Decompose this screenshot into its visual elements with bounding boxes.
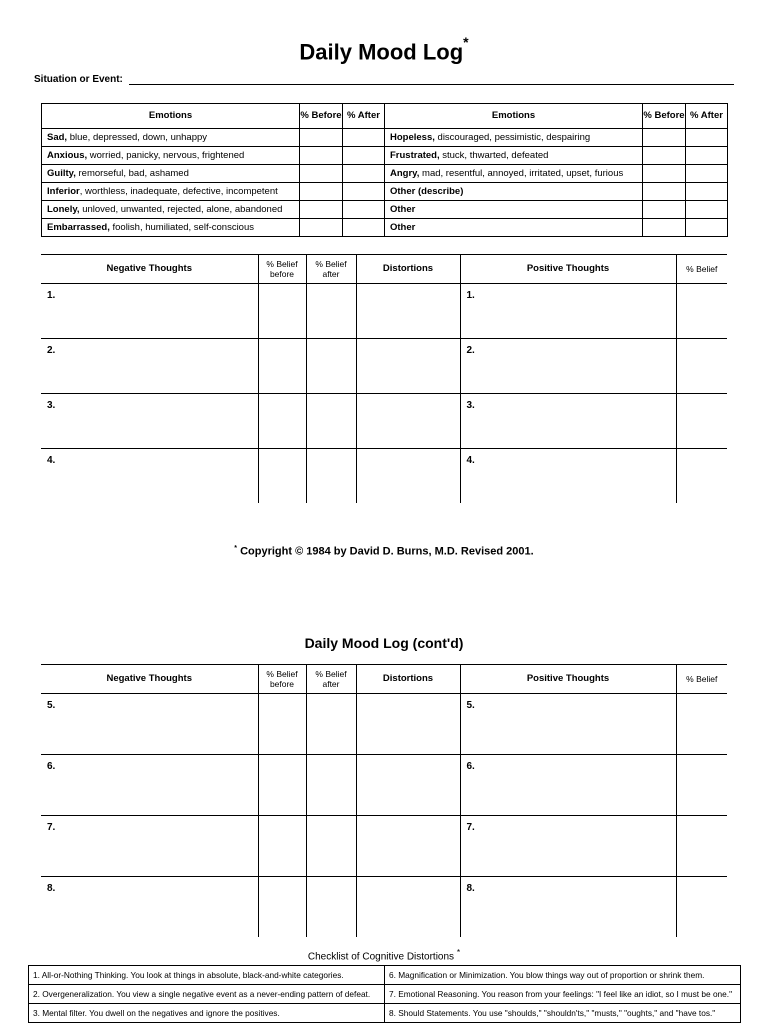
belief-cell[interactable] (258, 339, 306, 394)
emotions-header: Emotions (385, 104, 643, 129)
distortion-cell[interactable] (356, 816, 460, 877)
belief-before-header: % Belief before (258, 665, 306, 694)
emotion-label: Other (385, 219, 643, 237)
percent-cell[interactable] (300, 165, 343, 183)
percent-cell[interactable] (300, 183, 343, 201)
thoughts-table-page1 (41, 254, 727, 503)
emotion-label: Lonely, unloved, unwanted, rejected, alone, abandoned (42, 201, 300, 219)
belief-before-header: % Belief before (258, 255, 306, 284)
checklist-row (29, 1004, 741, 1023)
percent-cell[interactable] (686, 201, 728, 219)
belief-cell[interactable] (306, 755, 356, 816)
negative-thought-cell[interactable]: 1. (41, 284, 258, 339)
percent-cell[interactable] (686, 219, 728, 237)
negative-thought-cell[interactable]: 6. (41, 755, 258, 816)
belief-cell[interactable] (676, 755, 727, 816)
checklist-title: Checklist of Cognitive Distortions * (307, 947, 461, 963)
percent-cell[interactable] (343, 183, 385, 201)
checklist-item: 2. Overgeneralization. You view a single negative event as a never-ending pattern of defeat. (29, 985, 385, 1004)
distortion-cell[interactable] (356, 339, 460, 394)
percent-cell[interactable] (686, 147, 728, 165)
negative-thought-cell[interactable]: 5. (41, 694, 258, 755)
belief-cell[interactable] (258, 816, 306, 877)
percent-cell[interactable] (300, 147, 343, 165)
distortion-cell[interactable] (356, 449, 460, 504)
situation-label: Situation or Event: (34, 74, 123, 85)
thought-row (41, 816, 727, 877)
positive-thought-cell[interactable]: 2. (460, 339, 676, 394)
belief-cell[interactable] (258, 449, 306, 504)
belief-cell[interactable] (676, 816, 727, 877)
belief-cell[interactable] (258, 694, 306, 755)
positive-thought-cell[interactable]: 8. (460, 877, 676, 938)
percent-cell[interactable] (300, 129, 343, 147)
percent-cell[interactable] (343, 201, 385, 219)
percent-cell[interactable] (686, 183, 728, 201)
positive-thought-cell[interactable]: 4. (460, 449, 676, 504)
belief-header: % Belief (676, 255, 727, 284)
emotion-label: Guilty, remorseful, bad, ashamed (42, 165, 300, 183)
thought-row (41, 449, 727, 504)
positive-thought-cell[interactable]: 1. (460, 284, 676, 339)
thought-row (41, 394, 727, 449)
negative-thought-cell[interactable]: 2. (41, 339, 258, 394)
belief-header: % Belief (676, 665, 727, 694)
belief-after-header: % Belief after (306, 255, 356, 284)
page-title: Daily Mood Log* (299, 34, 469, 65)
belief-cell[interactable] (258, 755, 306, 816)
checklist-item: 3. Mental filter. You dwell on the negatives and ignore the positives. (29, 1004, 385, 1023)
distortion-cell[interactable] (356, 755, 460, 816)
emotion-label: Hopeless, discouraged, pessimistic, despairing (385, 129, 643, 147)
percent-cell[interactable] (643, 147, 686, 165)
positive-thought-cell[interactable]: 3. (460, 394, 676, 449)
percent-cell[interactable] (643, 219, 686, 237)
distortion-cell[interactable] (356, 694, 460, 755)
distortion-cell[interactable] (356, 394, 460, 449)
emotion-label: Other (385, 201, 643, 219)
belief-cell[interactable] (676, 339, 727, 394)
distortions-header: Distortions (356, 665, 460, 694)
percent-cell[interactable] (686, 165, 728, 183)
emotions-header: Emotions (42, 104, 300, 129)
negative-thought-cell[interactable]: 7. (41, 816, 258, 877)
percent-cell[interactable] (643, 165, 686, 183)
belief-cell[interactable] (676, 284, 727, 339)
percent-cell[interactable] (643, 201, 686, 219)
checklist-item: 6. Magnification or Minimization. You blow things way out of proportion or shrink them. (385, 966, 741, 985)
belief-cell[interactable] (306, 877, 356, 938)
emotion-row (42, 147, 728, 165)
emotion-label: Frustrated, stuck, thwarted, defeated (385, 147, 643, 165)
belief-cell[interactable] (676, 394, 727, 449)
belief-cell[interactable] (306, 449, 356, 504)
belief-cell[interactable] (676, 449, 727, 504)
belief-cell[interactable] (306, 394, 356, 449)
negative-thoughts-header: Negative Thoughts (41, 665, 258, 694)
distortions-checklist (28, 965, 741, 1023)
distortion-cell[interactable] (356, 877, 460, 938)
percent-cell[interactable] (300, 201, 343, 219)
situation-field[interactable] (34, 73, 734, 85)
percent-cell[interactable] (343, 129, 385, 147)
contd-title: Daily Mood Log (cont'd) (304, 635, 464, 651)
emotion-label: Inferior, worthless, inadequate, defective, incompetent (42, 183, 300, 201)
positive-thoughts-header: Positive Thoughts (460, 665, 676, 694)
emotion-label: Angry, mad, resentful, annoyed, irritated, upset, furious (385, 165, 643, 183)
before-header: % Before (300, 104, 343, 129)
negative-thoughts-header: Negative Thoughts (41, 255, 258, 284)
emotion-label: Sad, blue, depressed, down, unhappy (42, 129, 300, 147)
emotion-label: Anxious, worried, panicky, nervous, frightened (42, 147, 300, 165)
checklist-row (29, 985, 741, 1004)
before-header: % Before (643, 104, 686, 129)
percent-cell[interactable] (686, 129, 728, 147)
emotion-row (42, 183, 728, 201)
checklist-row (29, 966, 741, 985)
distortions-header: Distortions (356, 255, 460, 284)
checklist-item: 1. All-or-Nothing Thinking. You look at things in absolute, black-and-white categories. (29, 966, 385, 985)
percent-cell[interactable] (343, 219, 385, 237)
belief-cell[interactable] (676, 694, 727, 755)
belief-cell[interactable] (676, 877, 727, 938)
emotion-row (42, 201, 728, 219)
negative-thought-cell[interactable]: 3. (41, 394, 258, 449)
percent-cell[interactable] (343, 165, 385, 183)
situation-line[interactable] (129, 73, 734, 85)
positive-thought-cell[interactable]: 6. (460, 755, 676, 816)
emotion-row (42, 129, 728, 147)
belief-cell[interactable] (306, 284, 356, 339)
distortion-cell[interactable] (356, 284, 460, 339)
emotion-label: Embarrassed, foolish, humiliated, self-conscious (42, 219, 300, 237)
checklist-item: 8. Should Statements. You use "shoulds," "shouldn'ts," "musts," "oughts," and "have tos." (385, 1004, 741, 1023)
emotions-table (41, 103, 728, 237)
negative-thought-cell[interactable]: 8. (41, 877, 258, 938)
thoughts-table-page2 (41, 664, 727, 937)
thought-row (41, 755, 727, 816)
belief-cell[interactable] (258, 394, 306, 449)
percent-cell[interactable] (300, 219, 343, 237)
percent-cell[interactable] (643, 129, 686, 147)
positive-thought-cell[interactable]: 5. (460, 694, 676, 755)
checklist-item: 7. Emotional Reasoning. You reason from your feelings: "I feel like an idiot, so I must be one." (385, 985, 741, 1004)
belief-cell[interactable] (258, 877, 306, 938)
emotion-label: Other (describe) (385, 183, 643, 201)
emotion-row (42, 219, 728, 237)
percent-cell[interactable] (643, 183, 686, 201)
after-header: % After (686, 104, 728, 129)
thought-row (41, 877, 727, 938)
after-header: % After (343, 104, 385, 129)
thought-row (41, 694, 727, 755)
belief-cell[interactable] (306, 816, 356, 877)
thought-row (41, 284, 727, 339)
negative-thought-cell[interactable]: 4. (41, 449, 258, 504)
belief-cell[interactable] (306, 694, 356, 755)
belief-cell[interactable] (306, 339, 356, 394)
belief-after-header: % Belief after (306, 665, 356, 694)
positive-thoughts-header: Positive Thoughts (460, 255, 676, 284)
positive-thought-cell[interactable]: 7. (460, 816, 676, 877)
percent-cell[interactable] (343, 147, 385, 165)
copyright-notice: * Copyright © 1984 by David D. Burns, M.D. Revised 2001. (234, 545, 534, 558)
belief-cell[interactable] (258, 284, 306, 339)
emotion-row (42, 165, 728, 183)
thought-row (41, 339, 727, 394)
